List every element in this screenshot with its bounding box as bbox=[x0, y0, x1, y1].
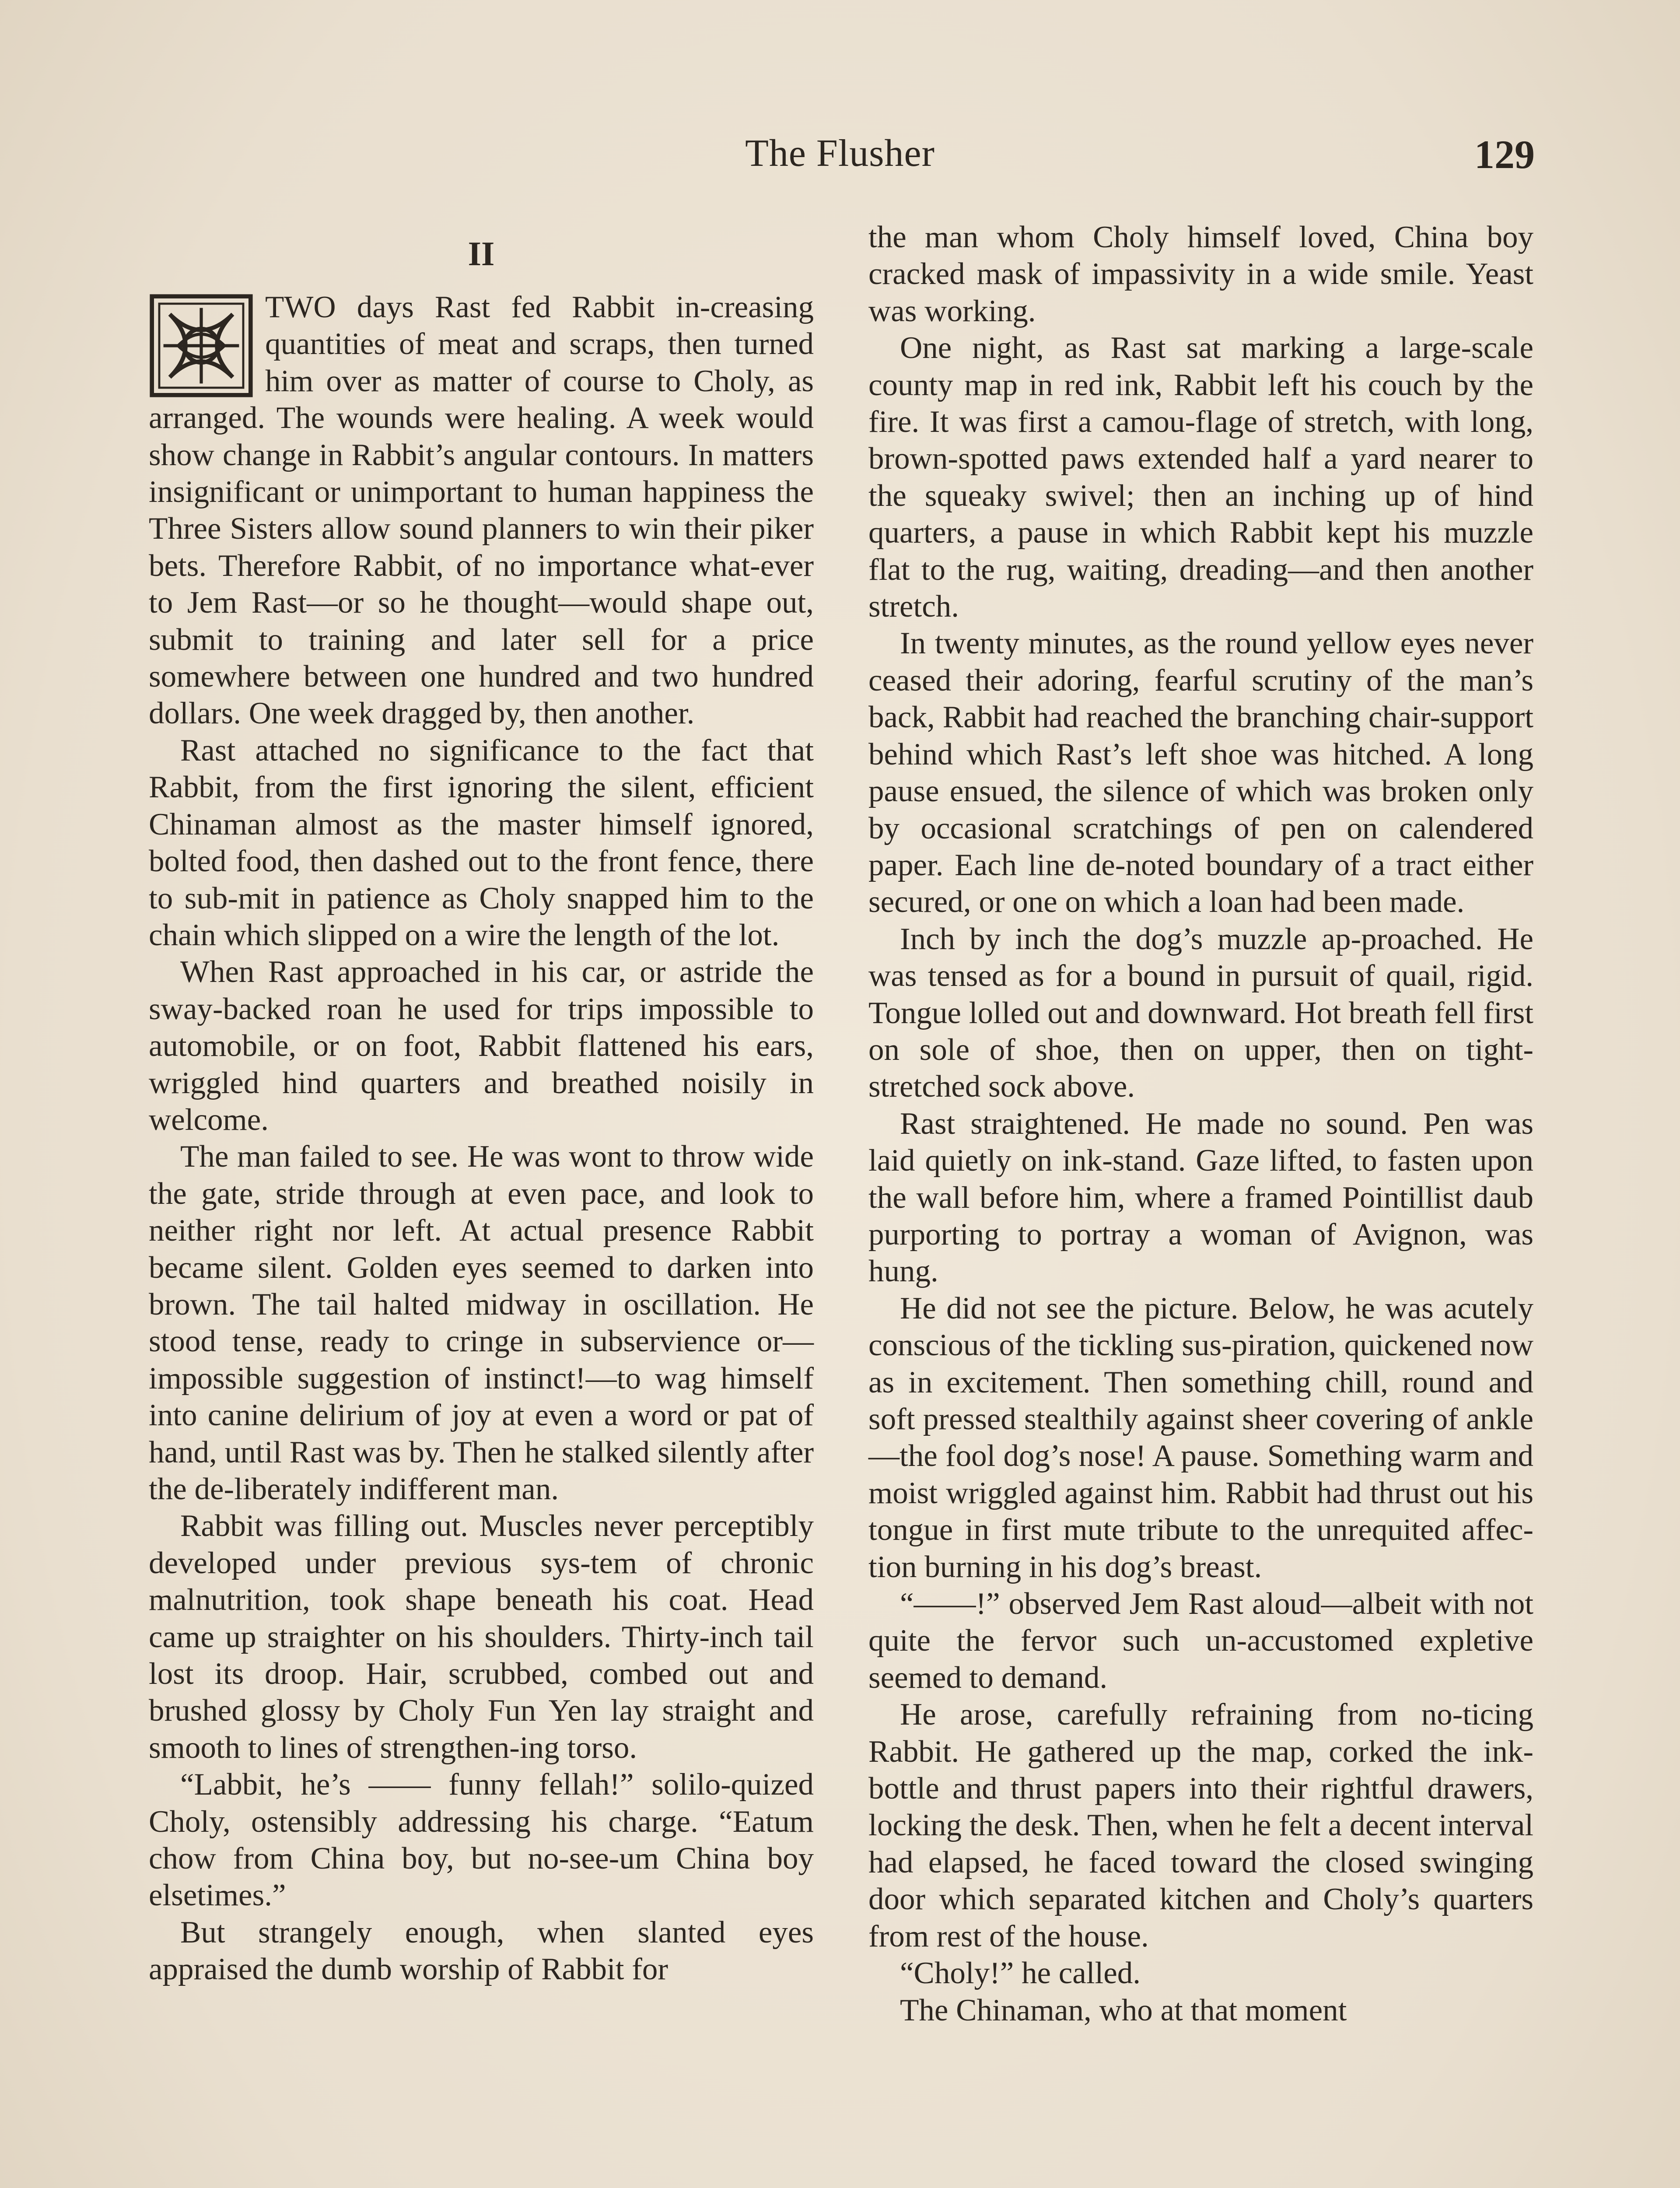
paragraph: “——!” observed Jem Rast aloud—albeit with not quite the fervor such un-accustomed expletive seemed to demand. bbox=[868, 1587, 1533, 1695]
paragraph: the man whom Choly himself loved, China boy cracked mask of impassivity in a wide smile. Yeast was working. bbox=[868, 220, 1533, 328]
ornamental-initial-icon bbox=[149, 293, 254, 398]
page-number: 129 bbox=[1474, 132, 1535, 177]
paragraph: But strangely enough, when slanted eyes appraised the dumb worship of Rabbit for bbox=[149, 1915, 814, 1987]
paragraph: He did not see the picture. Below, he was acutely conscious of the tickling sus-piration, quickened now as in excitement. Then something chill, round and soft pressed stealthily against sheer covering of ankle—the fool dog’s nose! A pause. Something warm and moist wriggled against him. Rabbit had thrust out his tongue in first mute tribute to the unrequited affec-tion burning in his dog’s breast. bbox=[868, 1291, 1533, 1584]
paragraph: Rast attached no significance to the fact that Rabbit, from the first ignoring the silent, efficient Chinaman almost as the master himself ignored, bolted food, then dashed out to the front fence, there to sub-mit in patience as Choly snapped him to the chain which slipped on a wire the length of the lot. bbox=[149, 733, 814, 952]
paragraph: Inch by inch the dog’s muzzle ap-proached. He was tensed as for a bound in pursuit of quail, rigid. Tongue lolled out and downward. Hot breath fell first on sole of shoe, then on upper, then on tight-stretched sock above. bbox=[868, 922, 1533, 1104]
paragraph: Rabbit was filling out. Muscles never perceptibly developed under previous sys-tem of chronic malnutrition, took shape beneath his coat. Head came up straighter on his shoulders. Thirty-inch tail lost its droop. Hair, scrubbed, combed out and brushed glossy by Choly Fun Yen lay straight and smooth to lines of strengthen-ing torso. bbox=[149, 1509, 814, 1765]
paragraph: “Choly!” he called. bbox=[900, 1956, 1141, 1991]
paragraph: “Labbit, he’s —— funny fellah!” solilo-quized Choly, ostensibly addressing his charge. “Eatum chow from China boy, but no-see-um China boy elsetimes.” bbox=[149, 1767, 814, 1913]
right-column bbox=[868, 219, 1533, 2029]
paragraph: Rast straightened. He made no sound. Pen was laid quietly on ink-stand. Gaze lifted, to fasten upon the wall before him, where a framed Pointillist daub purporting to portray a woman of Avignon, was hung. bbox=[868, 1106, 1533, 1289]
paragraph: One night, as Rast sat marking a large-scale county map in red ink, Rabbit left his couch by the fire. It was first a camou-flage of stretch, with long, brown-spotted paws extended half a yard nearer to the squeaky swivel; then an inching up of hind quarters, a pause in which Rabbit kept his muzzle flat to the rug, waiting, dreading—and then another stretch. bbox=[868, 331, 1533, 624]
paragraph: He arose, carefully refraining from no-ticing Rabbit. He gathered up the map, corked the ink-bottle and thrust papers into their rightful drawers, locking the desk. Then, when he felt a decent interval had elapsed, he faced toward the closed swinging door which separated kitchen and Choly’s quarters from rest of the house. bbox=[868, 1697, 1533, 1953]
left-column bbox=[149, 219, 814, 1988]
paragraph: The man failed to see. He was wont to throw wide the gate, stride through at even pace, and look to neither right nor left. At actual presence Rabbit became silent. Golden eyes seemed to darken into brown. The tail halted midway in oscillation. He stood tense, ready to cringe in subservience or—impossible suggestion of instinct!—to wag himself into canine delirium of joy at even a word or pat of hand, until Rast was by. Then he stalked silently after the de-liberately indifferent man. bbox=[149, 1140, 814, 1506]
paragraph: When Rast approached in his car, or astride the sway-backed roan he used for trips impossible to automobile, or on foot, Rabbit flattened his ears, wriggled hind quarters and breathed noisily in welcome. bbox=[149, 955, 814, 1137]
paragraph: TWO days Rast fed Rabbit in-creasing quantities of meat and scraps, then turned him over as matter of course to Choly, as arranged. The wounds were healing. A week would show change in Rabbit’s angular contours. In matters insignificant or unimportant to human happiness the Three Sisters allow sound planners to win their piker bets. Therefore Rabbit, of no importance what-ever to Jem Rast—or so he thought—would shape out, submit to training and later sell for a price somewhere between one hundred and two hundred dollars. One week dragged by, then another. bbox=[149, 290, 814, 731]
running-title: The Flusher bbox=[745, 132, 935, 175]
paragraph: The Chinaman, who at that moment bbox=[900, 1993, 1347, 2027]
paragraph: In twenty minutes, as the round yellow eyes never ceased their adoring, fearful scrutiny of the man’s back, Rabbit had reached the branching chair-support behind which Rast’s left shoe was hitched. A long pause ensued, the silence of which was broken only by occasional scratchings of pen on calendered paper. Each line de-noted boundary of a tract either secured, or one on which a loan had been made. bbox=[868, 626, 1533, 919]
section-heading: II bbox=[468, 235, 495, 273]
